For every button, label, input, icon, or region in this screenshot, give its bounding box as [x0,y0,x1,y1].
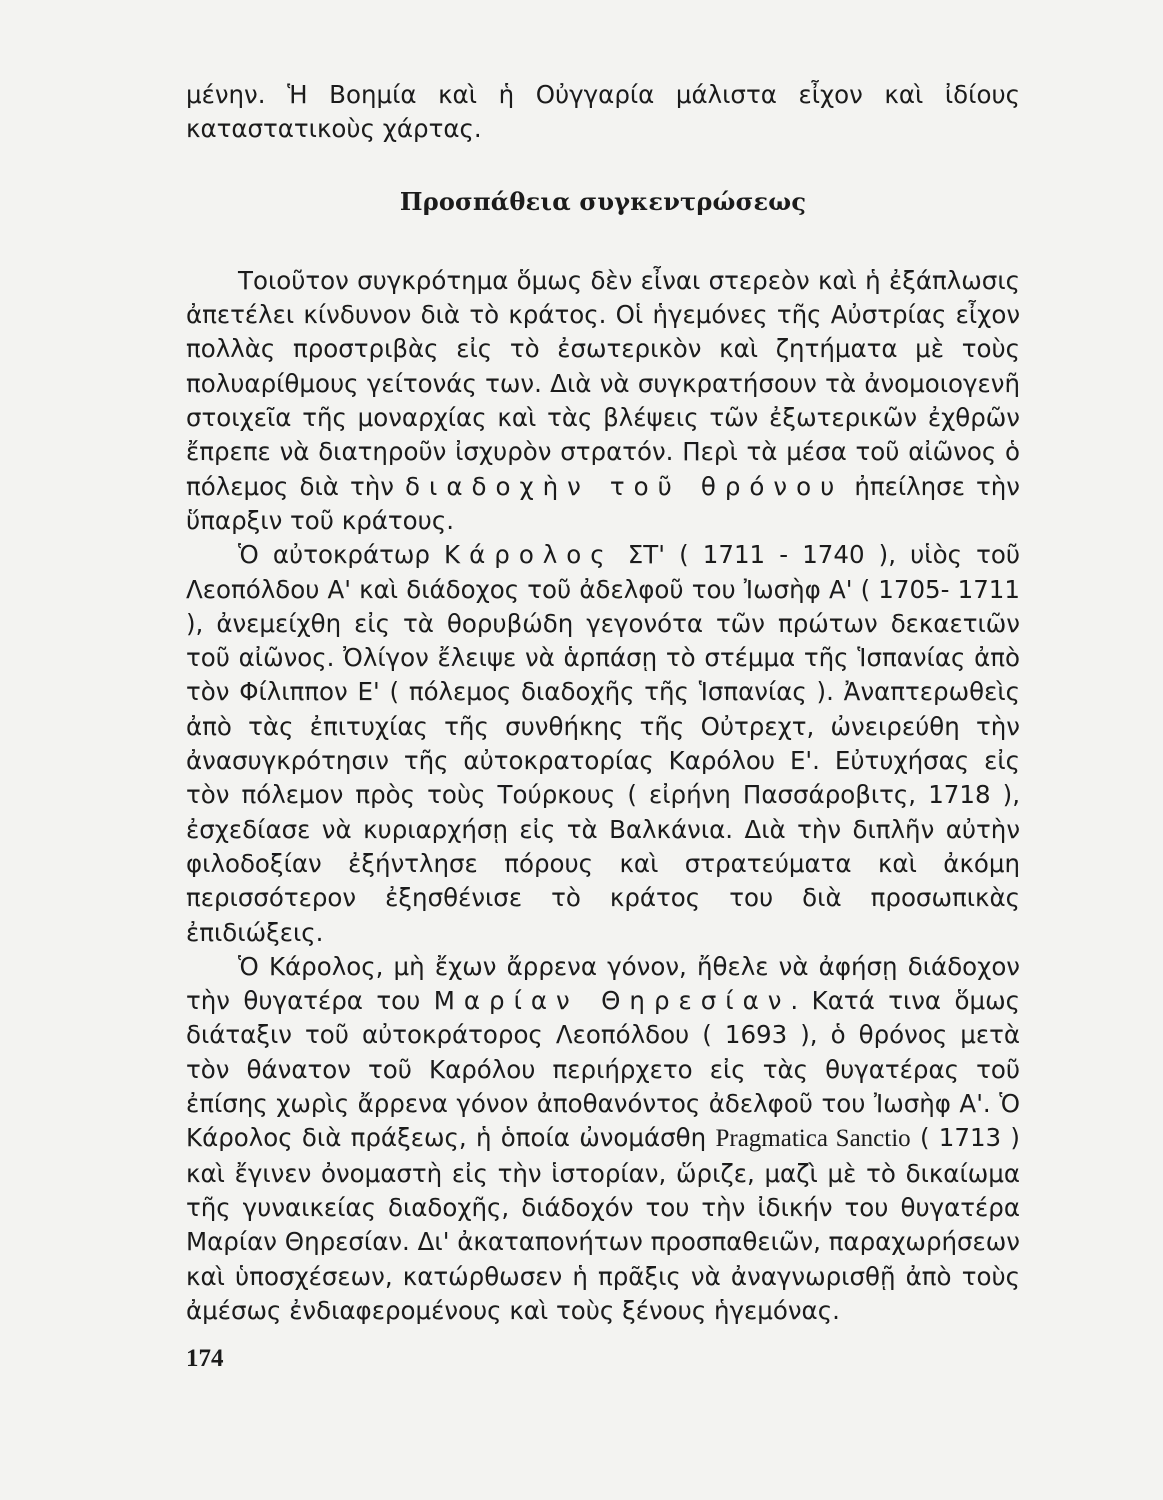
spaced-emphasis: Κάρολος [444,540,614,570]
paragraph-text: Ὁ Κάρολος, μὴ ἔχων ἄρρενα γόνον, ἤθελε νὰ ἀφήσῃ διάδοχον τὴν θυγατέρα του [186,951,1020,1016]
paragraph-succession-threat [186,264,1020,538]
spaced-emphasis: Μαρίαν Θηρεσίαν [433,986,791,1016]
paragraph-charles-vi [186,538,1020,950]
paragraph-text: ( 1713 ) καὶ ἔγινεν ὀνομαστὴ εἰς τὴν ἱστορίαν, ὥριζε, μαζὶ μὲ τὸ δικαίωμα τῆς γυναικείας διαδοχῆς, διάδοχόν του τὴν ἰδικήν του θυγατέρα Μαρίαν Θηρεσίαν. Δι' ἀκαταπονήτων προσπαθειῶν, παραχωρήσεων καὶ ὑποσχέσεων, κατώρθωσεν ἡ πρᾶξις νὰ ἀναγνωρισθῇ ἀπὸ τοὺς ἀμέσως ἐνδιαφερομένους καὶ τοὺς ξένους ἡγεμόνας. [186,1123,1020,1325]
paragraph-text: Τοιοῦτον συγκρότημα ὅμως δὲν εἶναι στερεὸν καὶ ἡ ἐξάπλωσις ἀπετέλει κίνδυνον διὰ τὸ κράτος. Οἱ ἡγεμόνες τῆς Αὐστρίας εἶχον πολλὰς προστριβὰς εἰς τὸ ἐσωτερικὸν καὶ ζητήματα μὲ τοὺς πολυαρίθμους γείτονάς των. Διὰ νὰ συγκρατήσουν τὰ ἀνομοιογενῆ στοιχεῖα τῆς μοναρχίας καὶ τὰς βλέψεις τῶν ἐξωτερικῶν ἐχθρῶν ἔπρεπε νὰ διατηροῦν ἰσχυρὸν στρατόν. Περὶ τὰ μέσα τοῦ αἰῶνος ὁ πόλεμος διὰ τὴν [186,265,1020,501]
section-heading: Προσπάθεια συγκεντρώσεως [399,186,807,216]
paragraph-text: Ὁ αὐτοκράτωρ [238,540,445,570]
paragraph-pragmatic-sanction [186,950,1020,1328]
latin-term: Pragmatica Sanctio [715,1125,911,1153]
text-column [186,78,1020,1328]
page-number: 174 [186,1345,224,1372]
paragraph-text: ἠπείλησε τὴν ὕπαρξιν τοῦ κράτους. [186,471,1020,535]
paragraph-text: ΣΤ' ( 1711 - 1740 ), υἱὸς τοῦ Λεοπόλδου Α' καὶ διάδοχος τοῦ ἀδελφοῦ του Ἰωσὴφ Α' ( 1705- 1711 ), ἀνεμείχθη εἰς τὰ θορυβώδη γεγονότα τῶν πρώτων δεκαετιῶν τοῦ αἰῶνος. Ὀλίγον ἔλειψε νὰ ἁρπάσῃ τὸ στέμμα τῆς Ἱσπανίας ἀπὸ τὸν Φίλιππον Ε' ( πόλεμος διαδοχῆς τῆς Ἱσπανίας ). Ἀναπτερωθεὶς ἀπὸ τὰς ἐπιτυχίας τῆς συνθήκης τῆς Οὐτρεχτ, ὠνειρεύθη τὴν ἀνασυγκρότησιν τῆς αὐτοκρατορίας Καρόλου Ε'. Εὐτυχήσας εἰς τὸν πόλεμον πρὸς τοὺς Τούρκους ( εἰρήνη Πασσάροβιτς, 1718 ), ἐσχεδίασε νὰ κυριαρχήσῃ εἰς τὰ Βαλκάνια. Διὰ τὴν διπλῆν αὐτὴν φιλοδοξίαν ἐξήντλησε πόρους καὶ στρατεύματα καὶ ἀκόμη περισσότερον ἐξησθένισε τὸ κράτος του διὰ προσωπικὰς ἐπιδιώξεις. [186,540,1020,947]
paragraph-text: . Κατά τινα ὅμως διάταξιν τοῦ αὐτοκράτορος Λεοπόλδου ( 1693 ), ὁ θρόνος μετὰ τὸν θάνατον τοῦ Καρόλου περιήρχετο εἰς τὰς θυγατέρας τοῦ ἐπίσης χωρὶς ἄρρενα γόνον ἀποθανόντος ἀδελφοῦ του Ἰωσὴφ Α'. Ὁ Κάρολος διὰ πράξεως, ἡ ὁποία ὠνομάσθη [186,986,1020,1153]
spaced-emphasis: διαδοχὴν τοῦ θρόνου [405,471,844,501]
intro-paragraph: μένην. Ἡ Βοημία καὶ ἡ Οὐγγαρία μάλιστα εἶχον καὶ ἰδίους καταστατικοὺς χάρτας. [186,80,1020,144]
